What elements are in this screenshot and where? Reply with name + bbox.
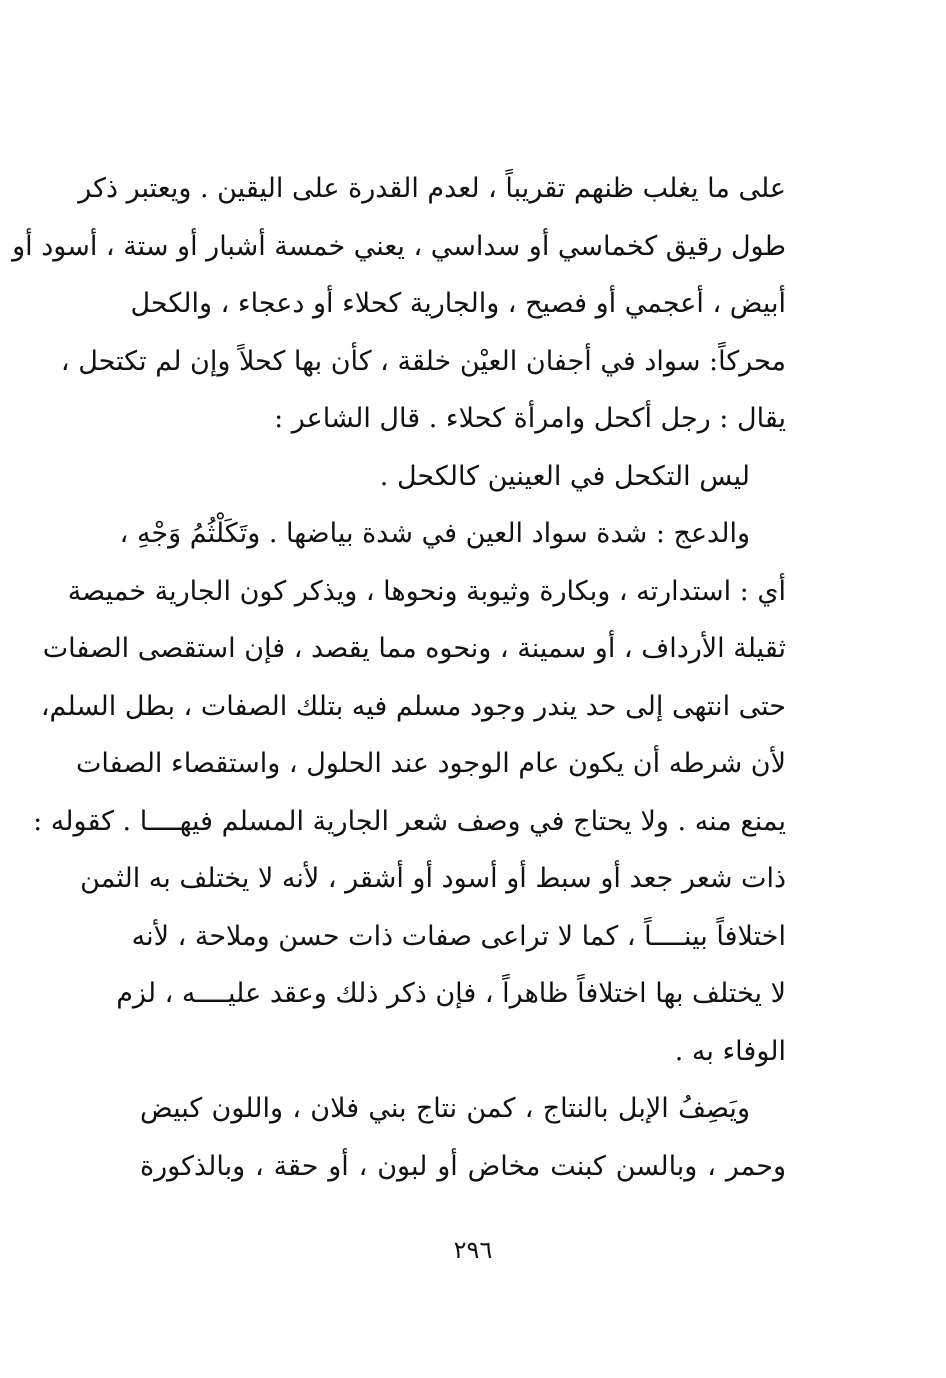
text-line-8: أي : استدارته ، وبكارة وثيوبة ونحوها ، ويذكر كون الجارية خميصة <box>67 575 786 607</box>
text-line-15: لا يختلف بها اختلافاً ظاهراً ، فإن ذكر ذلك وعقد عليــــه ، لزم <box>116 978 786 1009</box>
text-line-10: حتى انتهى إلى حد يندر وجود مسلم فيه بتلك الصفات ، بطل السلم، <box>40 690 786 722</box>
text-line-13: ذات شعر جعد أو سبط أو أسود أو أشقر ، لأنه لا يختلف به الثمن <box>80 863 786 894</box>
text-line-3: أبيض ، أعجمي أو فصيح ، والجارية كحلاء أو دعجاء ، والكحل <box>130 288 786 319</box>
text-line-11: لأن شرطه أن يكون عام الوجود عند الحلول ، واستقصاء الصفات <box>75 748 786 779</box>
text-line-4: محركاً: سواد في أجفان العيْن خلقة ، كأن بها كحلاً وإن لم تكتحل ، <box>60 345 786 377</box>
page-number: ٢٩٦ <box>453 1236 493 1264</box>
text-line-12: يمنع منه . ولا يحتاج في وصف شعر الجارية المسلم فيهــــا . كقوله : <box>33 805 786 837</box>
text-line-18: وحمر ، وبالسن كبنت مخاض أو لبون ، أو حقة ، وبالذكورة <box>140 1150 786 1182</box>
text-line-9: ثقيلة الأرداف ، أو سمينة ، ونحوه مما يقصد ، فإن استقصى الصفات <box>42 633 786 664</box>
text-line-5: يقال : رجل أكحل وامرأة كحلاء . قال الشاعر : <box>274 403 786 434</box>
text-line-14: اختلافاً بينــــاً ، كما لا تراعى صفات ذات حسن وملاحة ، لأنه <box>131 920 786 952</box>
text-line-17: ويَصِفُ الإبل بالنتاج ، كمن نتاج بني فلان ، واللون كبيض <box>140 1093 750 1124</box>
text-line-16: الوفاء به . <box>674 1035 786 1067</box>
text-line-1: على ما يغلب ظنهم تقريباً ، لعدم القدرة على اليقين . ويعتبر ذكر <box>78 173 786 204</box>
poetry-quote-line: ليس التكحل في العينين كالكحل . <box>379 460 750 492</box>
page-body-text <box>12 160 786 1195</box>
text-line-7: والدعج : شدة سواد العين في شدة بياضها . وتَكَلْثُمُ وَجْهِ ، <box>119 518 750 549</box>
text-line-2: طول رقيق كخماسي أو سداسي ، يعني خمسة أشبار أو ستة ، أسود أو <box>12 230 786 262</box>
